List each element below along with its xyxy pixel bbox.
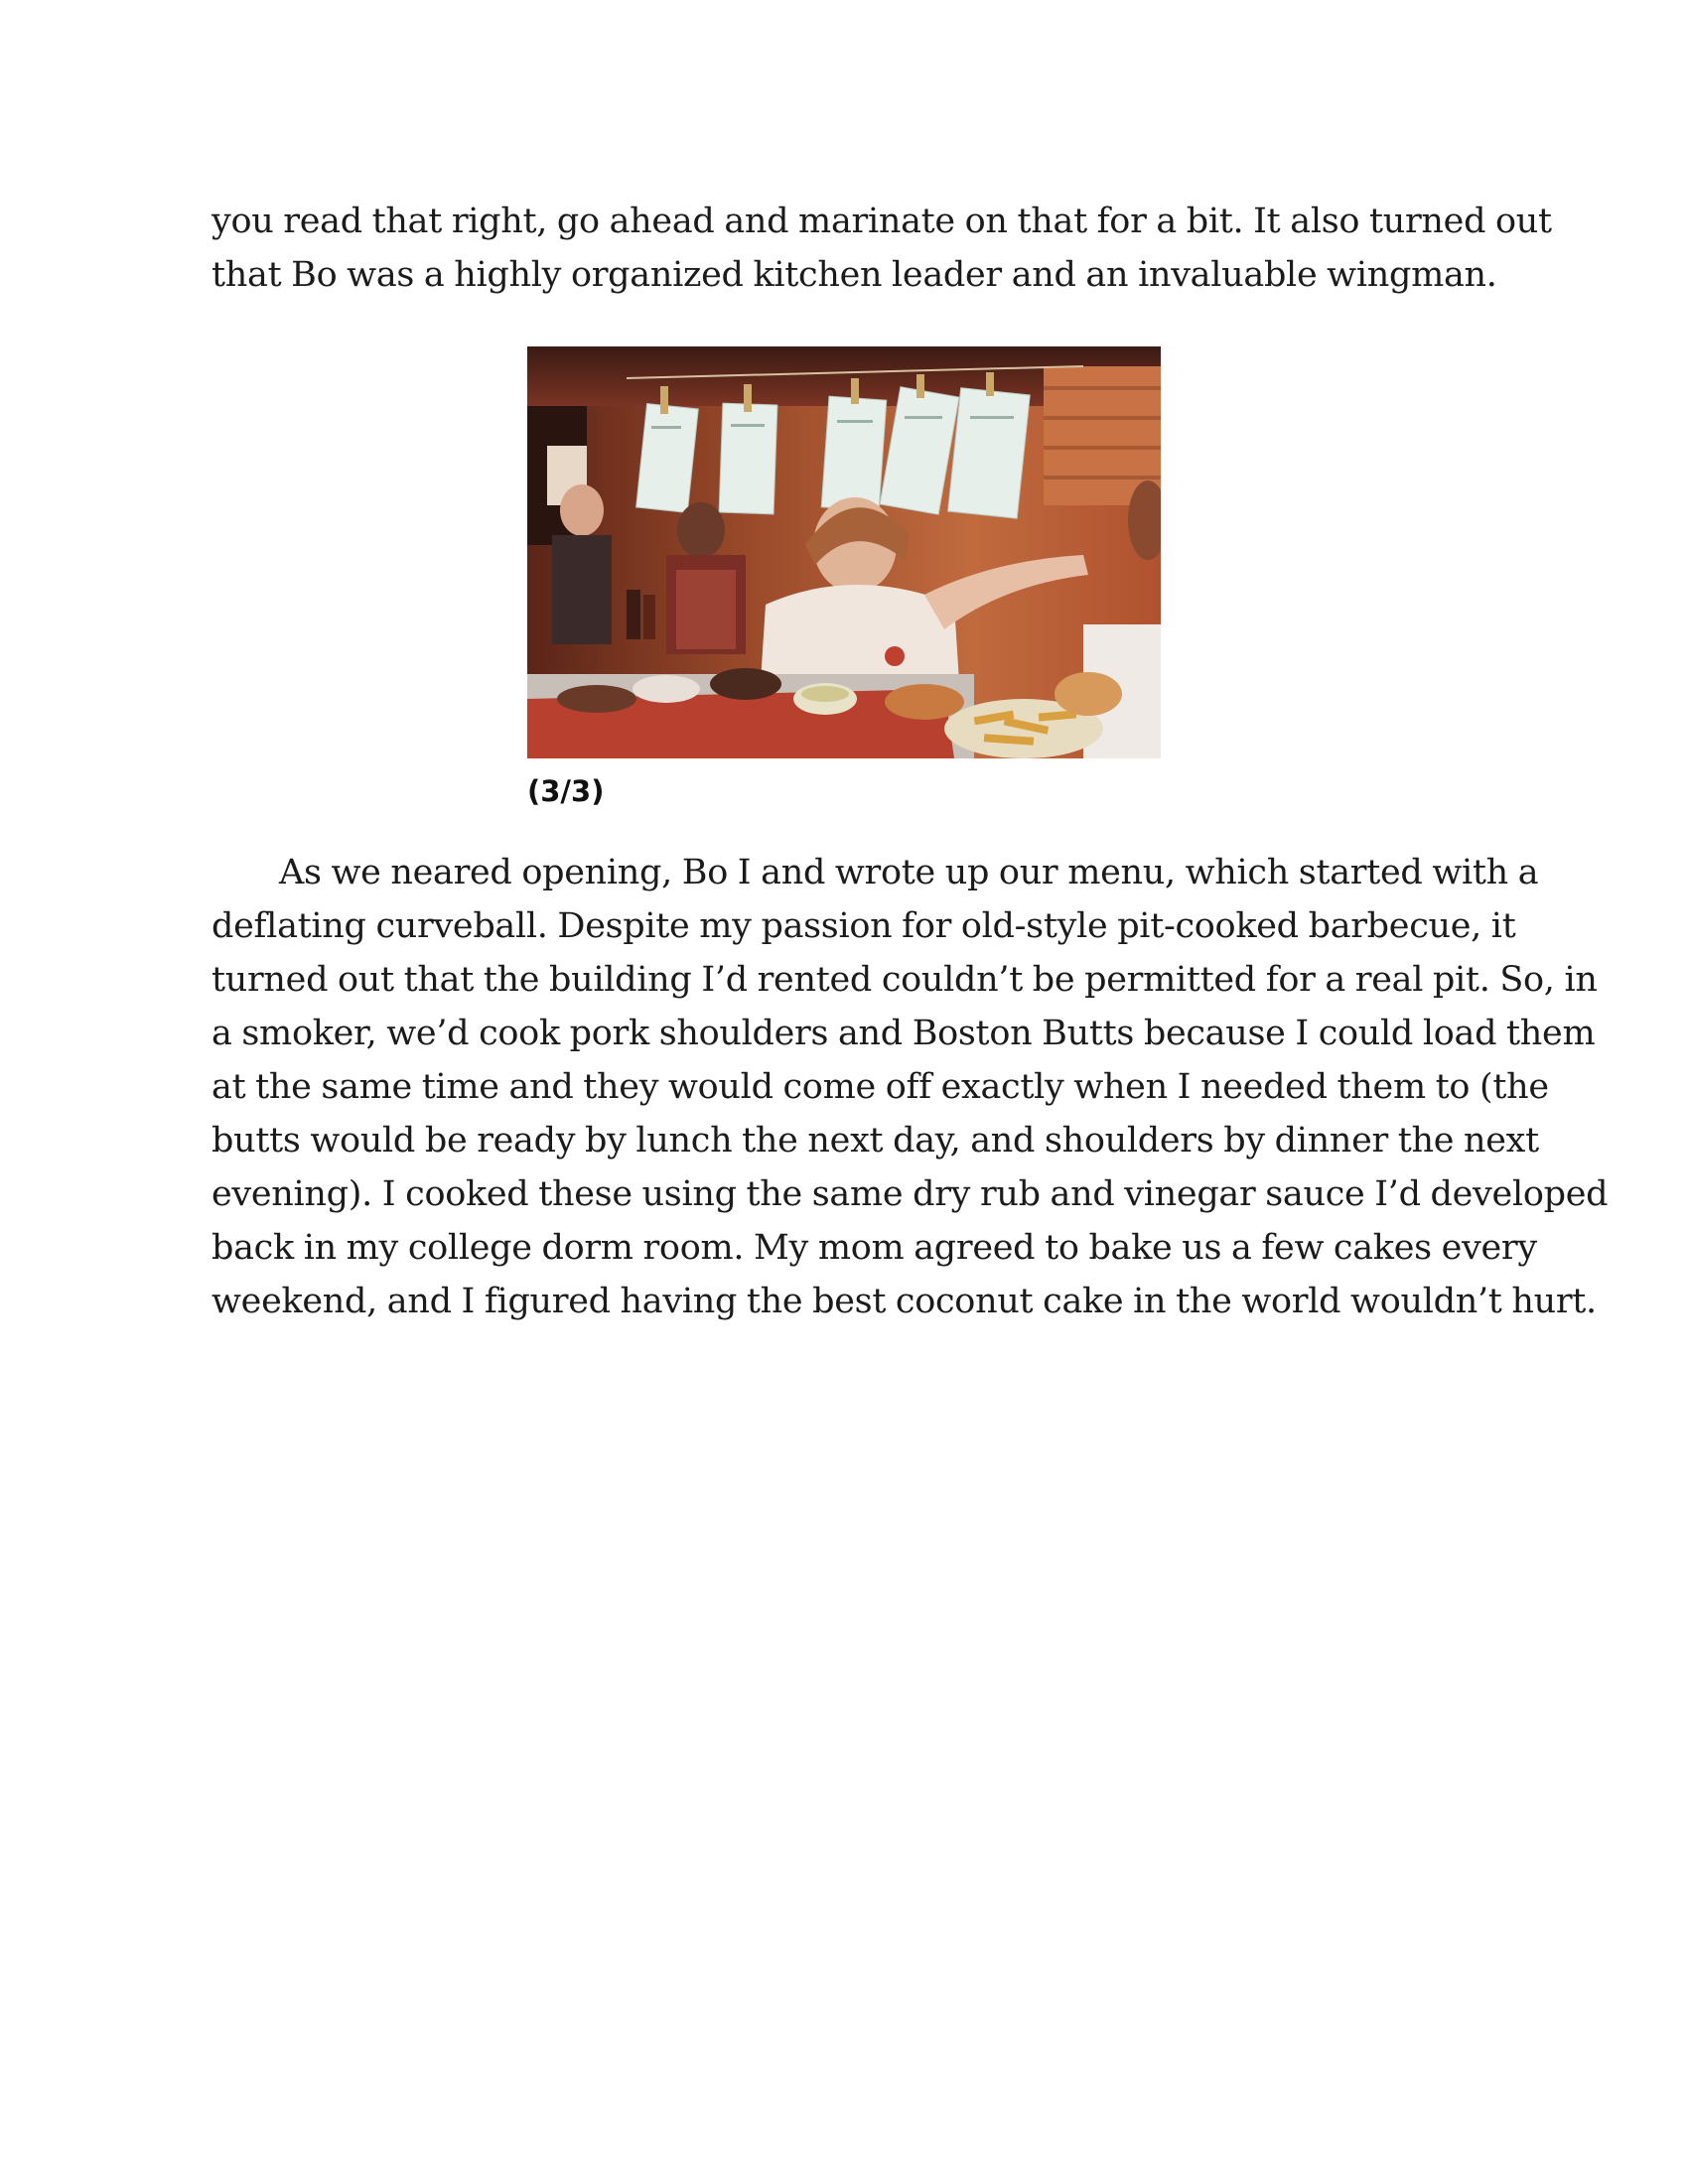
text-line: evening). I cooked these using the same dry rub and vinegar sauce I’d developed	[211, 1174, 1609, 1214]
text-line: weekend, and I figured having the best coconut cake in the world wouldn’t hurt.	[211, 1282, 1597, 1321]
restaurant-photo	[527, 346, 1161, 758]
text-line: deflating curveball. Despite my passion for old-style pit-cooked barbecue, it	[211, 906, 1516, 946]
text-line: a smoker, we’d cook pork shoulders and Boston Butts because I could load them	[211, 1014, 1596, 1053]
text-line: back in my college dorm room. My mom agreed to bake us a few cakes every	[211, 1228, 1537, 1268]
text-line: at the same time and they would come off exactly when I needed them to (the	[211, 1067, 1549, 1107]
paragraph-menu	[211, 846, 1609, 1328]
text-line: As we neared opening, Bo I and wrote up our menu, which started with a	[279, 853, 1539, 892]
paragraph-intro	[211, 195, 1552, 302]
text-line: butts would be ready by lunch the next day, and shoulders by dinner the next	[211, 1121, 1539, 1160]
text-line: turned out that the building I’d rented couldn’t be permitted for a real pit. So, in	[211, 960, 1598, 1000]
figure-caption: (3/3)	[527, 774, 605, 808]
text-line: that Bo was a highly organized kitchen leader and an invaluable wingman.	[211, 255, 1497, 295]
text-line: you read that right, go ahead and marinate on that for a bit. It also turned out	[211, 202, 1552, 241]
